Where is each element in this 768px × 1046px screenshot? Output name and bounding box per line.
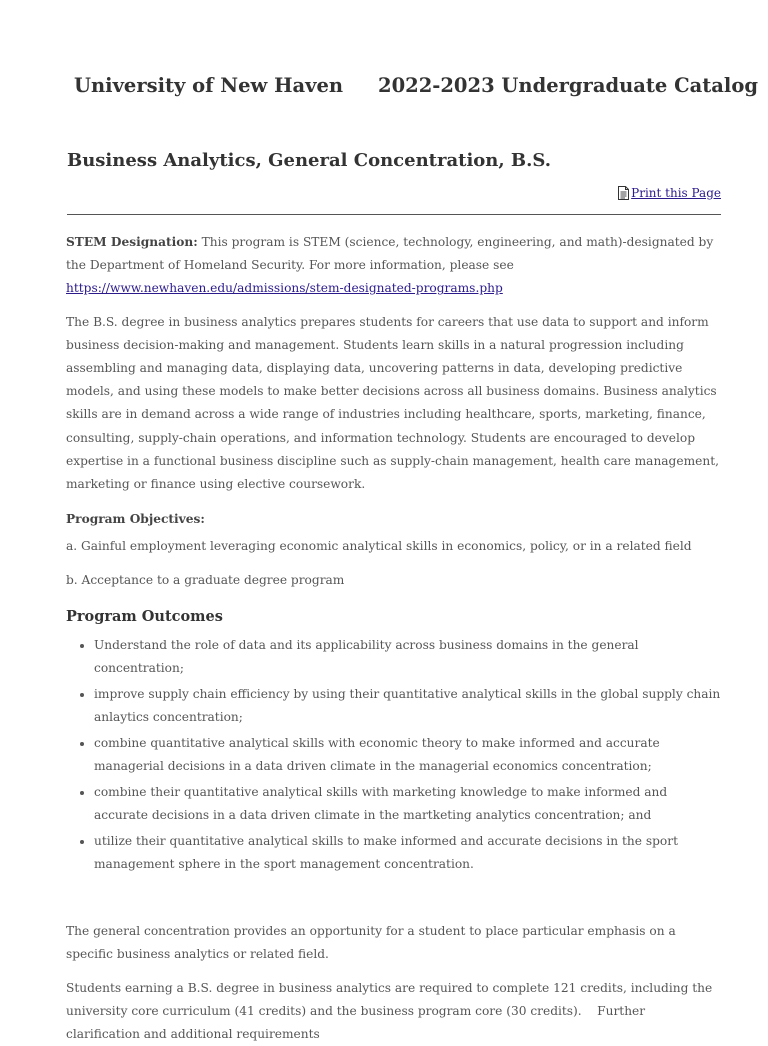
outcomes-heading: Program Outcomes: [66, 607, 223, 625]
general-concentration-paragraph: The general concentration provides an opportunity for a student to place particular emphasis on a specific business analytics or related field.: [66, 924, 676, 962]
program-description: [66, 231, 722, 1046]
divider: [67, 214, 721, 215]
stem-label: STEM Designation:: [66, 235, 198, 249]
intro-paragraph: The B.S. degree in business analytics prepares students for careers that use data to support and inform business decision-making and management. Students learn skills in a natural progression including assembling and managing data, displaying data, uncovering patterns in data, developing predictive models, and using these models to make better decisions across all business domains. Business analytics skills are in demand across a wide range of industries including healthcare, sports, marketing, finance, consulting, supply-chain operations, and information technology. Students are encouraged to develop expertise in a functional business discipline such as supply-chain management, health care management, marketing or finance using elective coursework.: [66, 314, 719, 492]
stem-paragraph: [66, 231, 722, 301]
document-icon: [618, 186, 629, 200]
stem-link[interactable]: https://www.newhaven.edu/admissions/stem-designated-programs.php: [66, 281, 503, 296]
outcome-item: • improve supply chain efficiency by using their quantitative analytical skills in the global supply chain anlaytics concentration;: [94, 683, 722, 729]
objectives-heading: Program Objectives:: [66, 512, 205, 527]
institution-name: University of New Haven: [74, 74, 344, 97]
outcome-item: • utilize their quantitative analytical skills to make informed and accurate decisions in the sport management sphere in the sport management concentration.: [94, 830, 722, 876]
catalog-name: 2022-2023 Undergraduate Catalog: [378, 74, 758, 97]
objective-item: b. Acceptance to a graduate degree program: [66, 572, 345, 587]
print-page-link[interactable]: [618, 186, 721, 200]
outcome-item: • combine their quantitative analytical skills with marketing knowledge to make informed and accurate decisions in a data driven climate in the martketing analytics concentration; and: [94, 781, 722, 827]
page-title: Business Analytics, General Concentration, B.S.: [67, 150, 552, 171]
print-page-label[interactable]: Print this Page: [631, 186, 721, 200]
outcomes-list: [66, 634, 722, 876]
outcome-item: • combine quantitative analytical skills with economic theory to make informed and accurate managerial decisions in a data driven climate in the managerial economics concentration;: [94, 732, 722, 778]
requirements-paragraph: Students earning a B.S. degree in business analytics are required to complete 121 credits, including the university core curriculum (41 credits) and the business program core (30 credits). Further clarification and additional requirements: [66, 980, 717, 1042]
stem-text: This program is STEM (science, technology, engineering, and math)-designated by the Department of Homeland Security. For more information, please see: [66, 235, 714, 273]
outcome-item: • Understand the role of data and its applicability across business domains in the general concentration;: [94, 634, 722, 680]
objective-item: a. Gainful employment leveraging economic analytical skills in economics, policy, or in a related field: [66, 539, 692, 554]
